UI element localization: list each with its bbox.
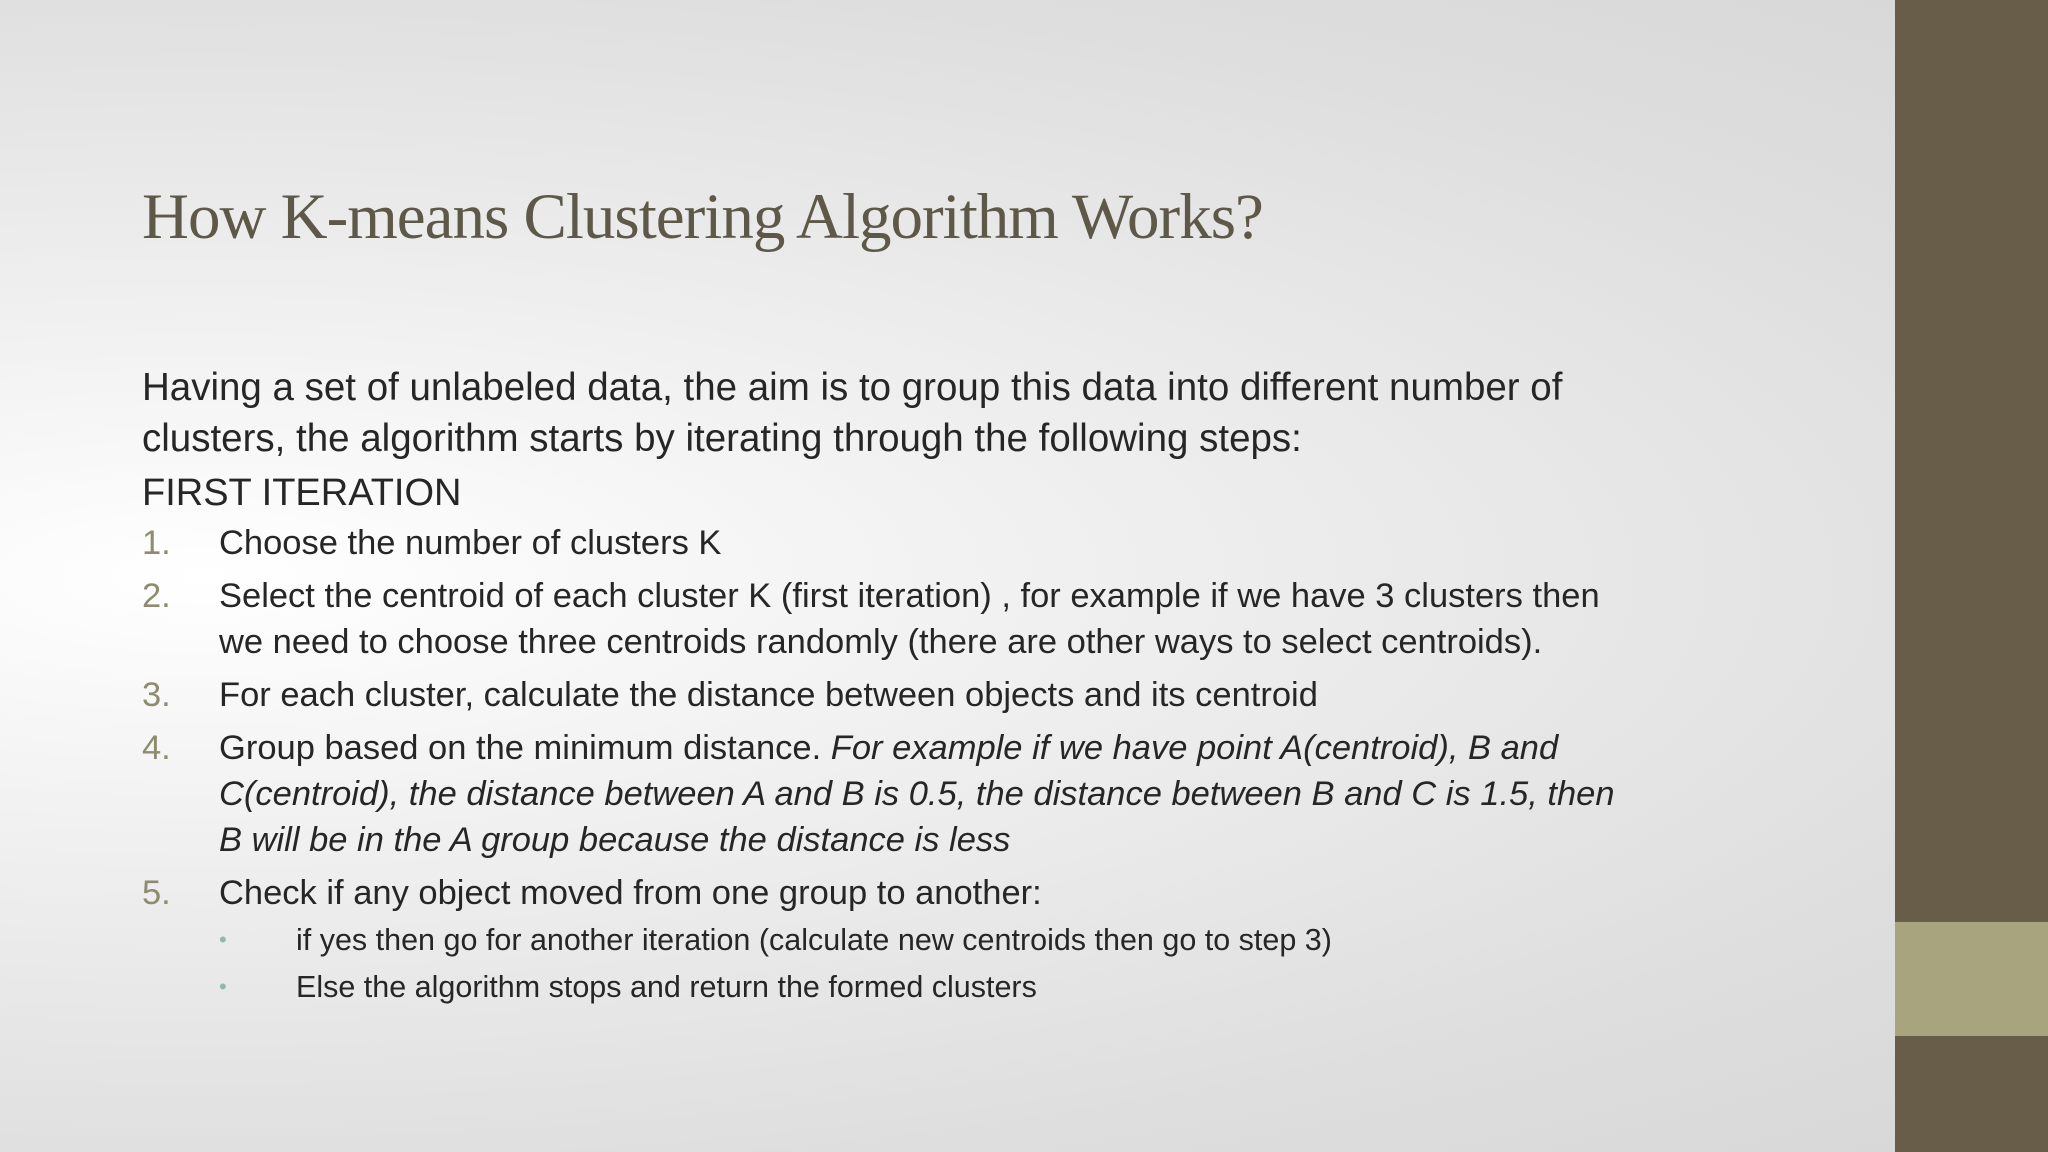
sidebar-accent-block [1895, 922, 2048, 1036]
list-item [142, 573, 1632, 665]
sub-list-item [219, 920, 1632, 960]
step-number: 4. [142, 729, 171, 767]
slide-body [142, 362, 1632, 1007]
substeps-list [219, 920, 1632, 1007]
step-number: 1. [142, 524, 171, 562]
step-text: Check if any object moved from one group to another: [219, 874, 1042, 912]
list-item [142, 870, 1632, 1007]
substep-text: if yes then go for another iteration (calculate new centroids then go to step 3) [296, 923, 1332, 957]
substep-text: Else the algorithm stops and return the formed clusters [296, 970, 1037, 1004]
list-item [142, 672, 1632, 718]
bullet-icon: • [219, 974, 227, 999]
list-item [142, 725, 1632, 863]
steps-list [142, 520, 1632, 1007]
step-number: 2. [142, 577, 171, 615]
list-item [142, 520, 1632, 566]
step-text: Select the centroid of each cluster K (first iteration) , for example if we have 3 clusters then we need to choose three centroids randomly (there are other ways to select centroids). [219, 577, 1600, 661]
step-text: For each cluster, calculate the distance between objects and its centroid [219, 676, 1318, 714]
intro-paragraph: Having a set of unlabeled data, the aim is to group this data into different number of clusters, the algorithm starts by iterating through the following steps: [142, 366, 1563, 460]
section-subheading: FIRST ITERATION [142, 472, 462, 514]
step-text: Group based on the minimum distance. [219, 729, 831, 767]
step-number: 3. [142, 676, 171, 714]
bullet-icon: • [219, 927, 227, 952]
step-number: 5. [142, 874, 171, 912]
sub-list-item [219, 967, 1632, 1007]
step-example-italic: For example if we have point A(centroid), B and C(centroid), the distance between A and B is 0.5, the distance between B and C is 1.5, then B will be in the A group because the distance is less [219, 729, 1615, 859]
slide-title: How K-means Clustering Algorithm Works? [142, 181, 1263, 253]
step-text: Choose the number of clusters K [219, 524, 722, 562]
